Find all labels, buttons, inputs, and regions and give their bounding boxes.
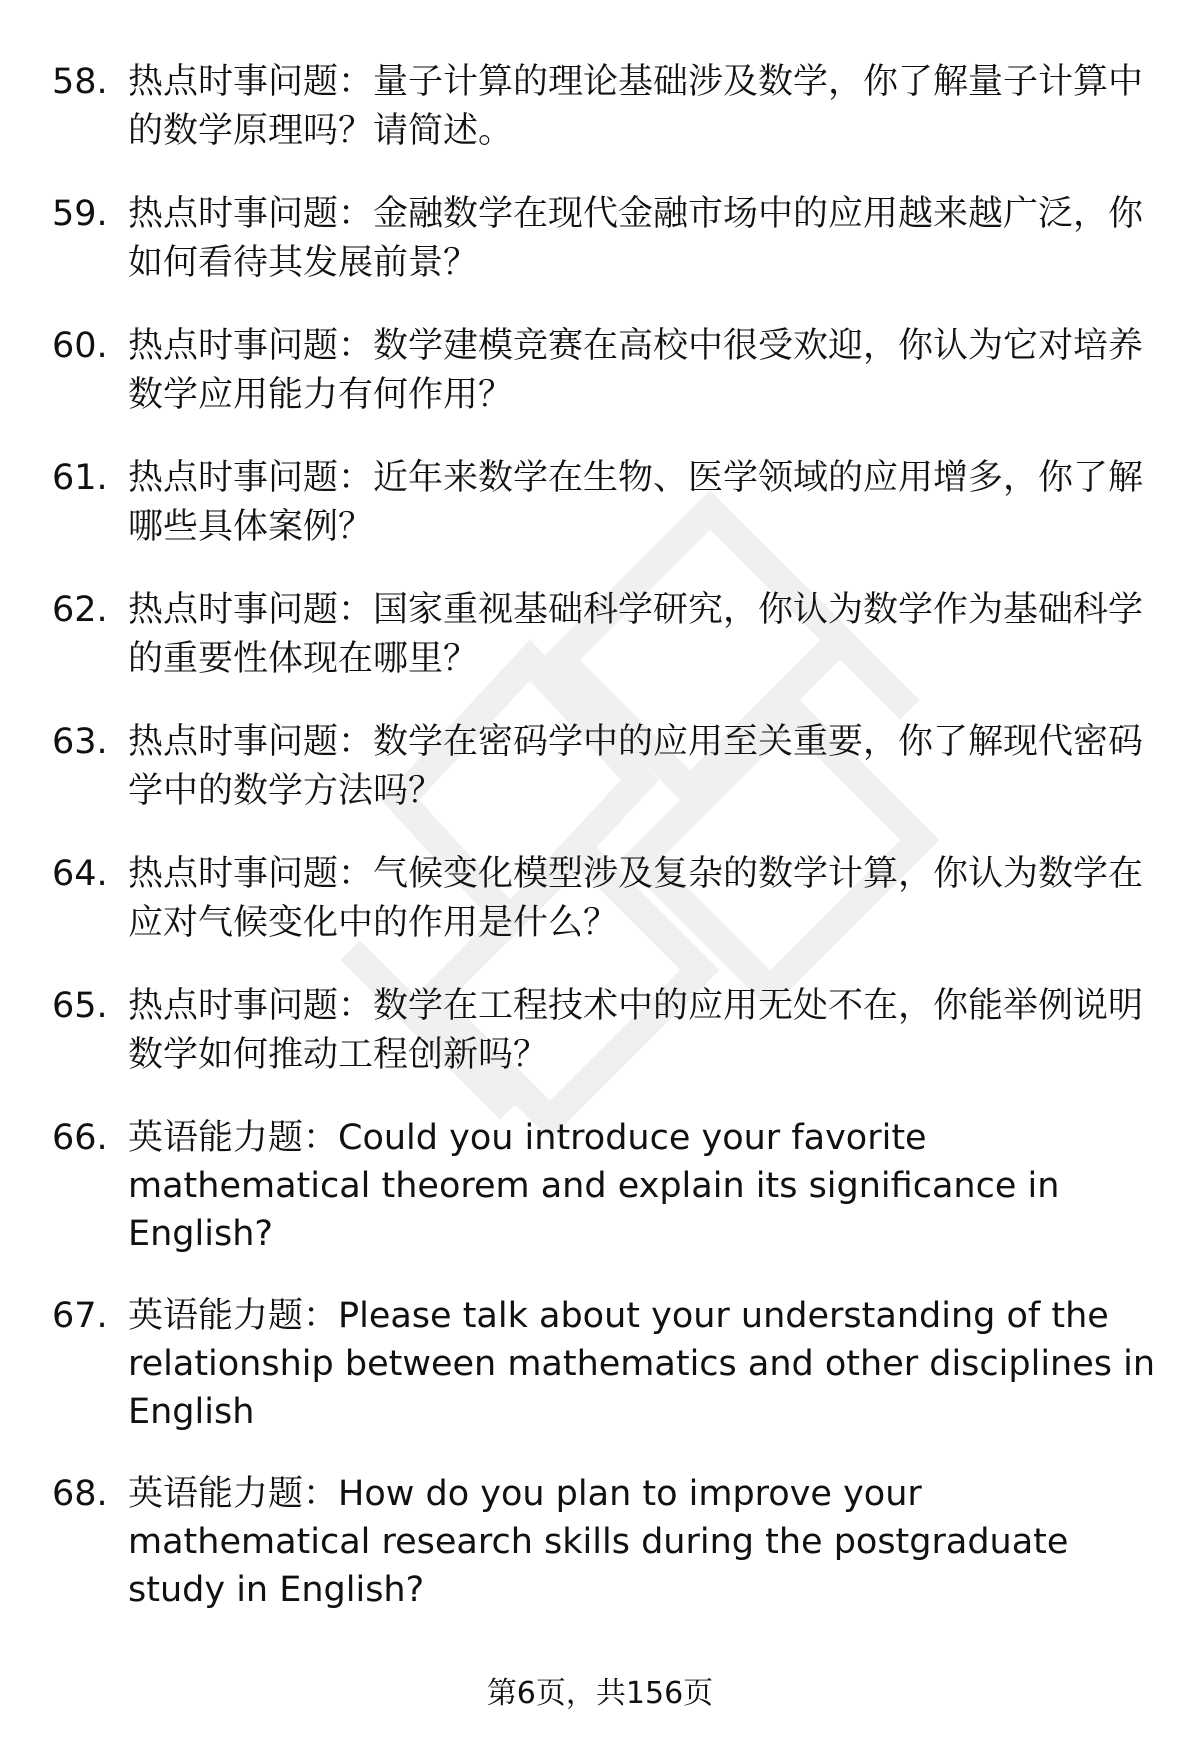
question-number: 68.: [52, 1474, 108, 1514]
question-number: 67.: [52, 1296, 108, 1336]
question-number: 61.: [52, 458, 108, 498]
question-text: 热点时事问题：数学在密码学中的应用至关重要，你了解现代密码学中的数学方法吗？: [128, 722, 1144, 811]
question-number: 62.: [52, 590, 108, 630]
question-item-59: [52, 190, 1162, 288]
question-text: 英语能力题：Please talk about your understanding of the relationship between mathematics and other disciplines in English: [128, 1296, 1156, 1432]
question-number: 66.: [52, 1118, 108, 1158]
question-number: 65.: [52, 986, 108, 1026]
question-item-65: [52, 982, 1162, 1080]
question-item-61: [52, 454, 1162, 552]
page-footer: 第6页，共156页: [486, 1676, 714, 1711]
question-item-64: [52, 850, 1162, 948]
question-item-62: [52, 586, 1162, 684]
question-text: 英语能力题：Could you introduce your favorite mathematical theorem and explain its significance in English?: [128, 1118, 1060, 1254]
question-item-68: [52, 1470, 1162, 1614]
question-text: 热点时事问题：数学建模竞赛在高校中很受欢迎，你认为它对培养数学应用能力有何作用？: [128, 326, 1144, 415]
question-item-63: [52, 718, 1162, 816]
question-text: 热点时事问题：金融数学在现代金融市场中的应用越来越广泛，你如何看待其发展前景？: [128, 194, 1144, 283]
question-number: 58.: [52, 62, 108, 102]
question-item-58: [52, 58, 1162, 156]
question-text: 热点时事问题：量子计算的理论基础涉及数学，你了解量子计算中的数学原理吗？请简述。: [128, 62, 1144, 151]
question-number: 60.: [52, 326, 108, 366]
question-number: 63.: [52, 722, 108, 762]
question-text: 热点时事问题：近年来数学在生物、医学领域的应用增多，你了解哪些具体案例？: [128, 458, 1144, 547]
question-number: 59.: [52, 194, 108, 234]
question-number: 64.: [52, 854, 108, 894]
question-item-66: [52, 1114, 1162, 1258]
question-text: 热点时事问题：国家重视基础科学研究，你认为数学作为基础科学的重要性体现在哪里？: [128, 590, 1144, 679]
question-list: [52, 58, 1162, 1648]
question-text: 热点时事问题：气候变化模型涉及复杂的数学计算，你认为数学在应对气候变化中的作用是什么？: [128, 854, 1144, 943]
question-text: 热点时事问题：数学在工程技术中的应用无处不在，你能举例说明数学如何推动工程创新吗？: [128, 986, 1144, 1075]
question-text: 英语能力题：How do you plan to improve your mathematical research skills during the postgraduate study in English?: [128, 1474, 1069, 1610]
question-item-67: [52, 1292, 1162, 1436]
question-item-60: [52, 322, 1162, 420]
